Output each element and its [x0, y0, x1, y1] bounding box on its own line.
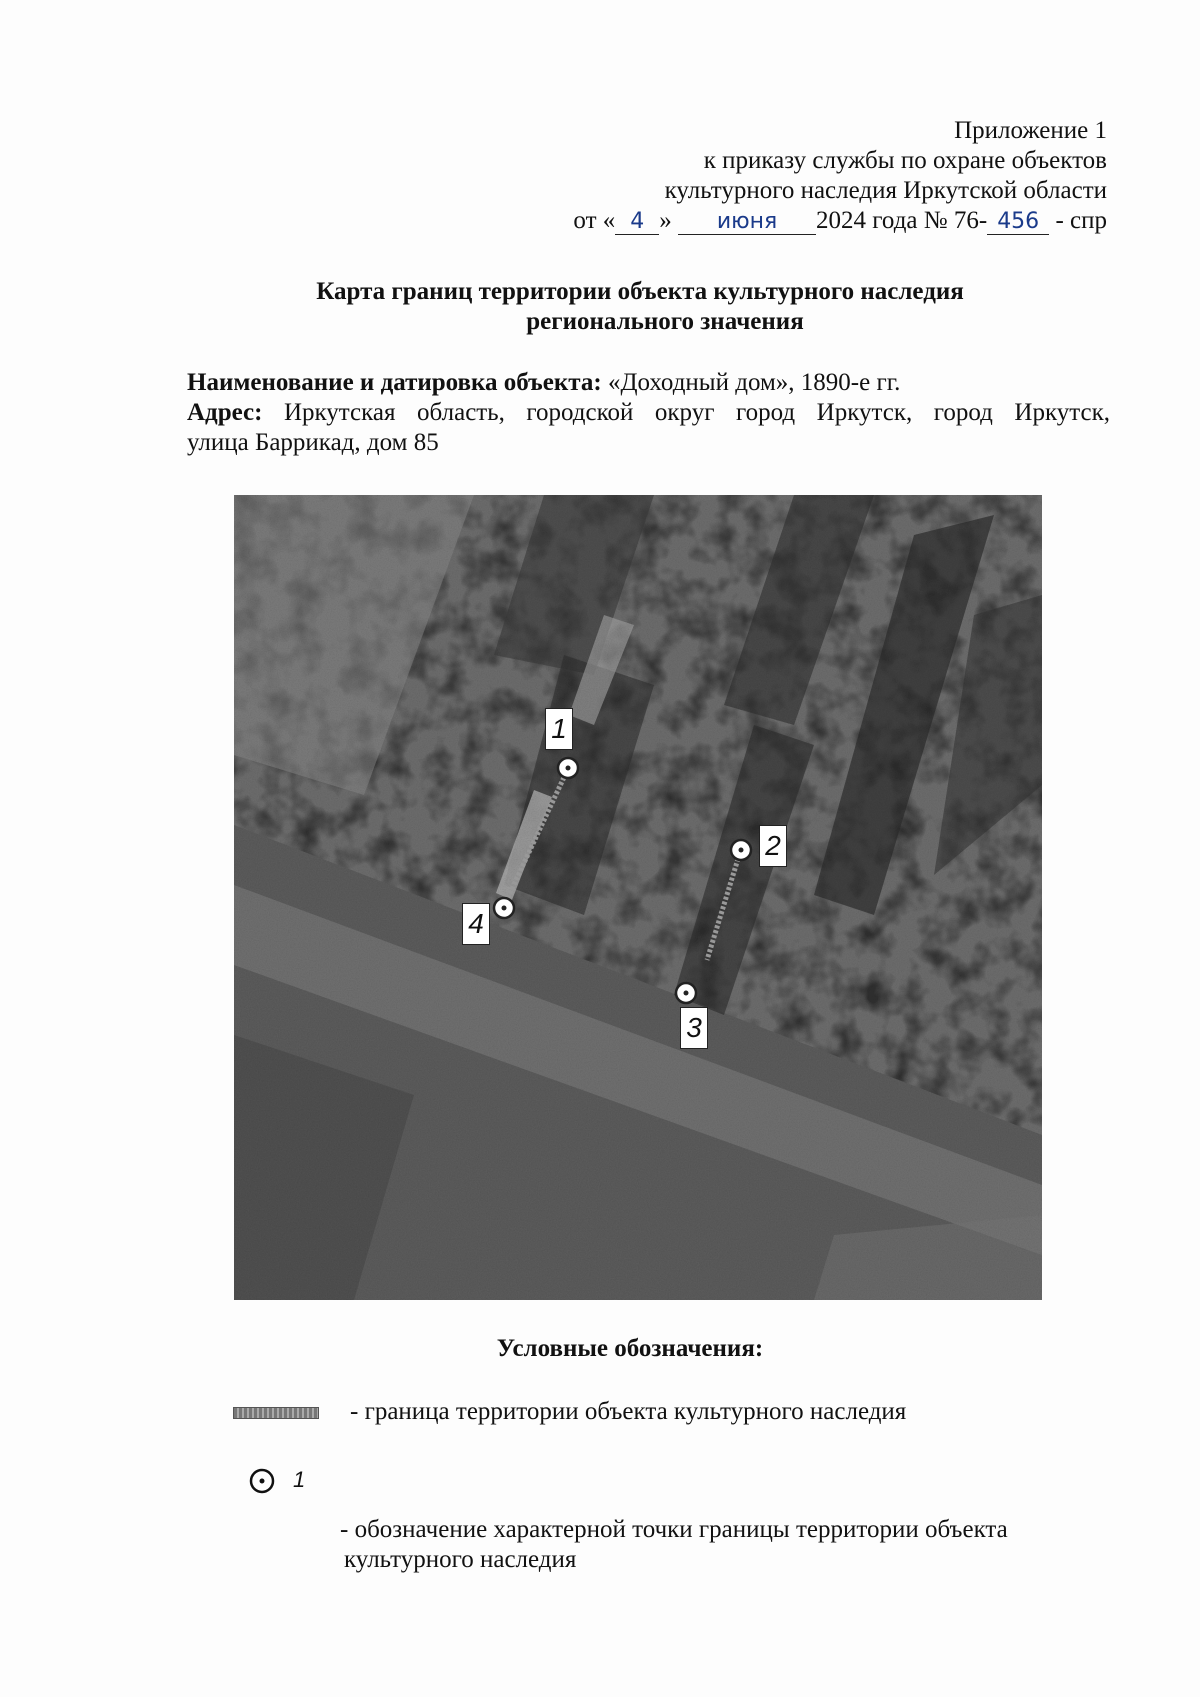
aerial-map	[234, 495, 1042, 1300]
legend-point-text: - обозначение характерной точки границы территории объекта культурного наследия	[340, 1516, 1008, 1573]
date-year: 2024 года № 76-	[816, 207, 988, 234]
order-suffix: - спр	[1049, 207, 1107, 234]
boundary-line-symbol	[233, 1407, 319, 1419]
legend-point-number: 1	[293, 1467, 306, 1492]
map-title-line1: Карта границ территории объекта культурного наследия	[316, 278, 964, 305]
object-address-label: Адрес:	[187, 399, 263, 426]
object-address-value: Иркутская область, городской округ город Иркутск, город Иркутск,	[262, 399, 1110, 426]
appendix-header	[573, 116, 1107, 236]
point-label-4: 4	[462, 903, 490, 945]
point-label-1: 1	[545, 708, 573, 750]
legend-title: Условные обозначения:	[496, 1335, 764, 1362]
appendix-number: Приложение 1	[954, 117, 1107, 144]
point-label-2: 2	[759, 825, 787, 867]
handwritten-order-number: 456	[987, 210, 1049, 235]
order-date-line	[573, 206, 1107, 236]
legend-boundary-text: - граница территории объекта культурного наследия	[350, 1398, 907, 1425]
object-info	[187, 368, 1110, 458]
object-name-label: Наименование и датировка объекта:	[187, 369, 602, 396]
point-label-3: 3	[680, 1007, 708, 1049]
object-address-line	[187, 398, 1110, 428]
handwritten-day: 4	[615, 210, 659, 235]
boundary-point-2	[731, 840, 751, 860]
date-mid: »	[659, 207, 679, 234]
object-address-line2: улица Баррикад, дом 85	[187, 429, 439, 456]
object-name-line	[187, 368, 1110, 398]
map-title	[0, 277, 1200, 337]
boundary-point-1	[558, 758, 578, 778]
point-symbol-icon	[248, 1467, 276, 1500]
object-name-value: «Доходный дом», 1890-е гг.	[601, 369, 901, 396]
appendix-order-ref: к приказу службы по охране объектов	[703, 147, 1107, 174]
map-title-line2: регионального значения	[526, 308, 804, 335]
boundary-point-3	[676, 983, 696, 1003]
date-prefix: от «	[573, 207, 616, 234]
appendix-authority: культурного наследия Иркутской области	[664, 177, 1107, 204]
aerial-photo	[234, 495, 1042, 1300]
boundary-point-4	[494, 898, 514, 918]
handwritten-month: июня	[678, 210, 816, 235]
